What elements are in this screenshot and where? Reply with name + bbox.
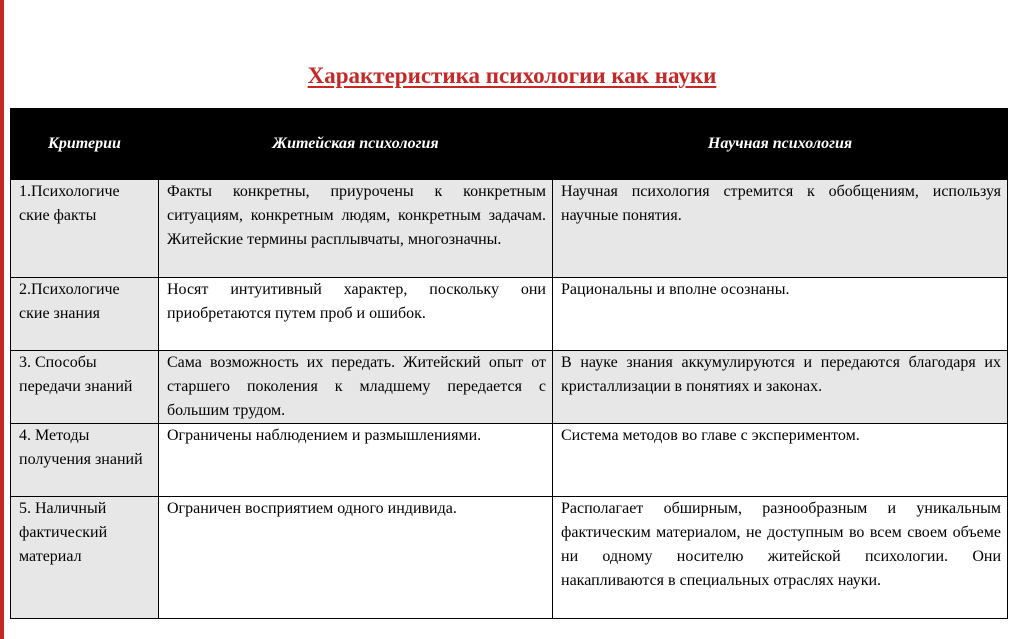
everyday-cell: Ограничен восприятием одного индивида. xyxy=(159,497,553,619)
everyday-cell: Сама возможность их передать. Житейский опыт от старшего поколения к младшему передается с большим трудом. xyxy=(159,351,553,424)
table-row xyxy=(11,424,1008,497)
scientific-cell: В науке знания аккумулируются и передаются благодаря их кристаллизации в понятиях и законах. xyxy=(553,351,1008,424)
scientific-cell: Рациональны и вполне осознаны. xyxy=(553,278,1008,351)
left-accent-bar xyxy=(0,0,4,639)
comparison-table xyxy=(10,108,1008,619)
page-title: Характеристика психологии как науки xyxy=(307,63,717,88)
everyday-cell: Носят интуитивный характер, поскольку они приобретаются путем проб и ошибок. xyxy=(159,278,553,351)
header-scientific-psychology: Научная психология xyxy=(553,109,1008,180)
table-header-row xyxy=(11,109,1008,180)
table-row xyxy=(11,497,1008,619)
criterion-cell: 4. Методы получения знаний xyxy=(11,424,159,497)
scientific-cell: Система методов во главе с экспериментом. xyxy=(553,424,1008,497)
header-everyday-psychology: Житейская психология xyxy=(159,109,553,180)
table-row xyxy=(11,278,1008,351)
criterion-cell: 2.Психологиче ские знания xyxy=(11,278,159,351)
table-row xyxy=(11,180,1008,278)
header-criteria: Критерии xyxy=(11,109,159,180)
everyday-cell: Ограничены наблюдением и размышлениями. xyxy=(159,424,553,497)
criterion-cell: 3. Способы передачи знаний xyxy=(11,351,159,424)
criterion-cell: 5. Наличный фактический материал xyxy=(11,497,159,619)
criterion-cell: 1.Психологиче ские факты xyxy=(11,180,159,278)
scientific-cell: Научная психология стремится к обобщениям, используя научные понятия. xyxy=(553,180,1008,278)
table-row xyxy=(11,351,1008,424)
everyday-cell: Факты конкретны, приурочены к конкретным ситуациям, конкретным людям, конкретным задачам. Житейские термины расплывчаты, многозначны. xyxy=(159,180,553,278)
scientific-cell: Располагает обширным, разнообразным и уникальным фактическим материалом, не доступным во всем своем объеме ни одному носителю житейской психологии. Они накапливаются в специальных отраслях науки. xyxy=(553,497,1008,619)
